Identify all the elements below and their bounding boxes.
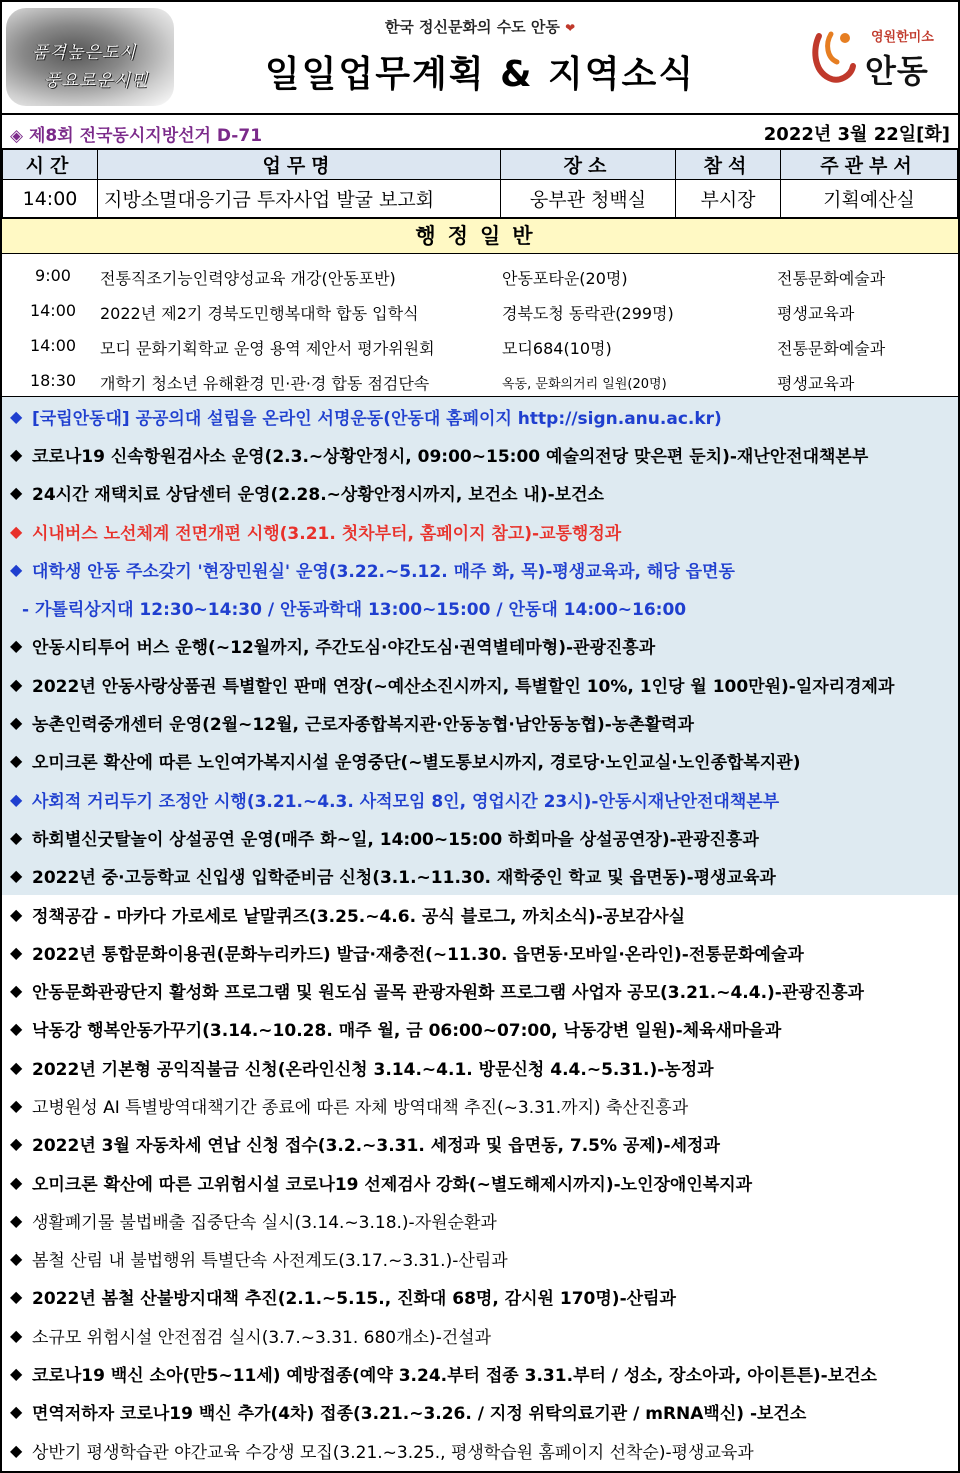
page-title: 일일업무계획 & 지역소식 xyxy=(264,54,696,95)
diamond-bullet-icon: ◆ xyxy=(10,521,23,541)
notice-text: 고병원성 AI 특별방역대책기간 종료에 따른 자체 방역대책 추진(~3.31.까지) 축산진흥과 xyxy=(32,1097,689,1118)
diamond-bullet-icon: ◆ xyxy=(10,1287,23,1307)
diamond-bullet-icon: ◆ xyxy=(10,981,23,1001)
diamond-bullet-icon: ◆ xyxy=(10,1325,23,1345)
admin-task: 전통직조기능인력양성교육 개강(안동포반) xyxy=(100,269,396,288)
election-countdown-bar xyxy=(2,115,958,149)
notice-item xyxy=(2,818,958,856)
notice-item xyxy=(2,435,958,473)
notice-item xyxy=(2,780,958,818)
notice-text: 봄철 산림 내 불법행위 특별단속 사전계도(3.17.~3.31.)-산림과 xyxy=(32,1251,508,1272)
diamond-bullet-icon: ◆ xyxy=(10,1249,23,1269)
diamond-bullet-icon: ◆ xyxy=(10,674,23,694)
col-header-task: 업무명 xyxy=(98,150,501,180)
diamond-bullet-icon: ◆ xyxy=(10,1095,23,1115)
notice-item xyxy=(2,588,958,626)
notice-text: 시내버스 노선체계 전면개편 시행(3.21. 첫차부터, 홈페이지 참고)-교통행정과 xyxy=(32,523,622,544)
list-item xyxy=(2,363,958,398)
notice-item xyxy=(2,1201,958,1239)
election-countdown: ◈ 제8회 전국동시지방선거 D-71 xyxy=(10,126,263,146)
slogan-line-1: 품격높은도시 xyxy=(32,43,137,63)
diamond-bullet-icon: ◆ xyxy=(10,1210,23,1230)
admin-task: 2022년 제2기 경북도민행복대학 합동 입학식 xyxy=(100,304,419,323)
admin-time: 18:30 xyxy=(29,371,77,390)
notice-item xyxy=(2,665,958,703)
notice-text: 오미크론 확산에 따른 노인여가복지시설 운영중단(~별도통보시까지, 경로당·노인교실·노인종합복지관) xyxy=(32,753,801,774)
diamond-bullet-icon: ◆ xyxy=(10,1057,23,1077)
col-header-time: 시간 xyxy=(3,150,98,180)
diamond-bullet-icon: ◆ xyxy=(10,942,23,962)
diamond-bullet-icon: ◆ xyxy=(10,1172,23,1192)
admin-place: 모디684(10명) xyxy=(502,339,612,358)
diamond-bullet-icon: ◆ xyxy=(10,789,23,809)
col-header-attend: 참석 xyxy=(676,150,781,180)
admin-dept: 평생교육과 xyxy=(777,304,855,323)
notice-item xyxy=(2,703,958,741)
notice-item xyxy=(2,627,958,665)
list-item xyxy=(2,293,958,328)
notice-text: [국립안동대] 공공의대 설립을 온라인 서명운동(안동대 홈페이지 http://sign.anu.ac.kr) xyxy=(32,408,722,429)
admin-place: 옥동, 문화의거리 일원(20명) xyxy=(502,377,667,392)
notice-text: 안동문화관광단지 활성화 프로그램 및 원도심 골목 관광자원화 프로그램 사업자 공모(3.21.~4.4.)-관광진흥과 xyxy=(32,983,864,1004)
notice-item xyxy=(2,971,958,1009)
admin-task: 모디 문화기획학교 운영 용역 제안서 평가위원회 xyxy=(100,339,435,358)
diamond-bullet-icon: ◆ xyxy=(10,406,23,426)
admin-task: 개학기 청소년 유해환경 민·관·경 합동 점검단속 xyxy=(100,374,430,393)
notice-text: 정책공감 - 마카다 가로세로 낱말퀴즈(3.25.~4.6. 공식 블로그, 까치소식)-공보감사실 xyxy=(32,906,685,927)
schedule-table xyxy=(2,149,958,218)
col-header-dept: 주관부서 xyxy=(781,150,958,180)
notice-item xyxy=(2,1086,958,1124)
notice-item xyxy=(2,512,958,550)
notice-item xyxy=(2,397,958,435)
diamond-bullet-icon: ◆ xyxy=(10,444,23,464)
notice-item xyxy=(2,933,958,971)
subtitle-text: 한국 정신문화의 수도 안동 xyxy=(384,18,560,36)
diamond-bullet-icon: ◆ xyxy=(10,827,23,847)
notice-item xyxy=(2,1278,958,1316)
admin-place: 안동포타운(20명) xyxy=(502,269,628,288)
col-header-place: 장소 xyxy=(501,150,676,180)
notice-text: 2022년 통합문화이용권(문화누리카드) 발급·재충전(~11.30. 읍면동·모바일·온라인)-전통문화예술과 xyxy=(32,944,804,965)
admin-schedule-list xyxy=(2,254,958,397)
list-item xyxy=(2,258,958,293)
heart-icon: ❤ xyxy=(565,21,576,35)
admin-dept: 전통문화예술과 xyxy=(777,269,886,288)
diamond-bullet-icon: ◆ xyxy=(10,559,23,579)
notice-text: 코로나19 백신 소아(만5~11세) 예방접종(예약 3.24.부터 접종 3.31.부터 / 성소, 장소아과, 아이튼튼)-보건소 xyxy=(32,1366,877,1387)
table-row xyxy=(3,180,958,218)
notice-text: 면역저하자 코로나19 백신 추가(4차) 접종(3.21.~3.26. / 지정 위탁의료기관 / mRNA백신) -보건소 xyxy=(32,1404,807,1425)
admin-dept: 전통문화예술과 xyxy=(777,339,886,358)
notice-item xyxy=(2,1354,958,1392)
notice-text: 2022년 봄철 산불방지대책 추진(2.1.~5.15., 진화대 68명, 감시원 170명)-산림과 xyxy=(32,1289,676,1310)
diamond-bullet-icon: ◆ xyxy=(10,904,23,924)
notice-text: 소규모 위험시설 안전점검 실시(3.7.~3.31. 680개소)-건설과 xyxy=(32,1327,491,1348)
slogan-line-2: 풍요로운시민 xyxy=(44,71,149,91)
notice-item xyxy=(2,1048,958,1086)
diamond-bullet-icon: ◆ xyxy=(10,636,23,656)
notice-text: - 가톨릭상지대 12:30~14:30 / 안동과학대 13:00~15:00 / 안동대 14:00~16:00 xyxy=(22,600,687,621)
notice-item xyxy=(2,857,958,895)
notice-text: 낙동강 행복안동가꾸기(3.14.~10.28. 매주 월, 금 06:00~07:00, 낙동강변 일원)-체육새마을과 xyxy=(32,1021,782,1042)
admin-dept: 평생교육과 xyxy=(777,374,855,393)
logo-tagline: 영원한미소 xyxy=(871,30,934,45)
diamond-bullet-icon: ◆ xyxy=(10,1402,23,1422)
admin-time: 14:00 xyxy=(29,336,77,355)
admin-section-title: 행정일반 xyxy=(2,218,958,254)
cell-time: 14:00 xyxy=(3,180,98,218)
andong-logo xyxy=(809,22,944,102)
notice-text: 2022년 중·고등학교 신입생 입학준비금 신청(3.1.~11.30. 재학중인 학교 및 읍면동)-평생교육과 xyxy=(32,868,776,889)
notice-text: 하회별신굿탈놀이 상설공연 운영(매주 화~일, 14:00~15:00 하회마을 상설공연장)-관광진흥과 xyxy=(32,829,759,850)
cell-dept: 기획예산실 xyxy=(781,180,958,218)
notice-text: 2022년 3월 자동차세 연납 신청 접수(3.2.~3.31. 세정과 및 읍면동, 7.5% 공제)-세정과 xyxy=(32,1136,720,1157)
notice-text: 농촌인력중개센터 운영(2월~12월, 근로자종합복지관·안동농협·남안동농협)-농촌활력과 xyxy=(32,715,694,736)
admin-place: 경북도청 동락관(299명) xyxy=(502,304,674,323)
notice-item xyxy=(2,474,958,512)
notice-item xyxy=(2,1431,958,1469)
notice-text: 대학생 안동 주소갖기 '현장민원실' 운영(3.22.~5.12. 매주 화, 목)-평생교육과, 해당 읍면동 xyxy=(32,561,735,582)
notice-text: 코로나19 신속항원검사소 운영(2.3.~상황안정시, 09:00~15:00 예술의전당 맞은편 둔치)-재난안전대책본부 xyxy=(32,446,869,467)
report-date: 2022년 3월 22일[화] xyxy=(763,124,950,145)
diamond-bullet-icon: ◆ xyxy=(10,866,23,886)
notice-item xyxy=(2,1240,958,1278)
list-item xyxy=(2,328,958,363)
cell-attend: 부시장 xyxy=(676,180,781,218)
diamond-bullet-icon: ◆ xyxy=(10,713,23,733)
notice-text: 2022년 기본형 공익직불금 신청(온라인신청 3.14.~4.1. 방문신청 4.4.~5.31.)-농정과 xyxy=(32,1059,714,1080)
notice-text: 오미크론 확산에 따른 고위험시설 코로나19 선제검사 강화(~별도해제시까지)-노인장애인복지과 xyxy=(32,1174,753,1195)
diamond-bullet-icon: ◆ xyxy=(10,1019,23,1039)
notice-text: 안동시티투어 버스 운행(~12월까지, 주간도심·야간도심·권역별테마형)-관광진흥과 xyxy=(32,638,656,659)
header xyxy=(2,2,958,115)
notice-item xyxy=(2,1010,958,1048)
notice-item xyxy=(2,1163,958,1201)
logo-city-name: 안동 xyxy=(865,52,929,90)
diamond-bullet-icon: ◆ xyxy=(10,1440,23,1460)
notice-text: 24시간 재택치료 상담센터 운영(2.28.~상황안정시까지, 보건소 내)-보건소 xyxy=(32,485,604,506)
general-notices xyxy=(2,895,958,1469)
notice-text: 생활폐기물 불법배출 집중단속 실시(3.14.~3.18.)-자원순환과 xyxy=(32,1212,497,1233)
diamond-bullet-icon: ◆ xyxy=(10,751,23,771)
schedule-header-row xyxy=(3,150,958,180)
diamond-bullet-icon: ◆ xyxy=(10,1364,23,1384)
admin-time: 9:00 xyxy=(35,266,71,285)
highlighted-notices xyxy=(2,397,958,895)
notice-item xyxy=(2,550,958,588)
notice-item xyxy=(2,1125,958,1163)
diamond-bullet-icon: ◆ xyxy=(10,1134,23,1154)
diamond-bullet-icon: ◆ xyxy=(10,483,23,503)
cell-task: 지방소멸대응기금 투자사업 발굴 보고회 xyxy=(98,180,501,218)
notice-item xyxy=(2,1316,958,1354)
notice-item xyxy=(2,1393,958,1431)
notice-text: 사회적 거리두기 조정안 시행(3.21.~4.3. 사적모임 8인, 영업시간 23시)-안동시재난안전대책본부 xyxy=(32,791,780,812)
notice-item xyxy=(2,742,958,780)
admin-time: 14:00 xyxy=(29,301,77,320)
notice-text: 상반기 평생학습관 야간교육 수강생 모집(3.21.~3.25., 평생학습원 홈페이지 선착순)-평생교육과 xyxy=(32,1442,754,1463)
notice-item xyxy=(2,895,958,933)
andong-logo-mark-icon xyxy=(809,26,857,90)
notice-text: 2022년 안동사랑상품권 특별할인 판매 연장(~예산소진시까지, 특별할인 10%, 1인당 월 100만원)-일자리경제과 xyxy=(32,676,895,697)
cell-place: 웅부관 청백실 xyxy=(501,180,676,218)
